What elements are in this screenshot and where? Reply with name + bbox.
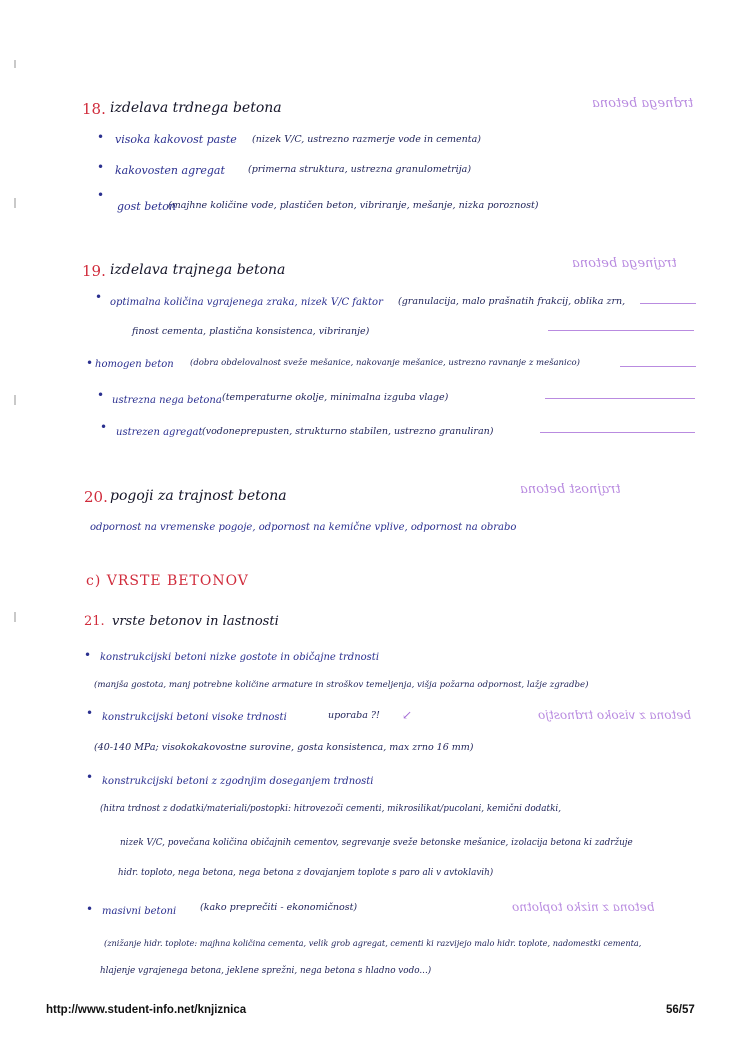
s19-item-4-label: ustrezen agregat [116, 427, 203, 438]
s19-item-1-detail-cont: finost cementa, plastična konsistenca, vibriranje) [132, 326, 370, 337]
section-20-mirror-note: trajnost betona [520, 482, 621, 497]
s21-item-1-detail: (manjša gostota, manj potrebne količine armature in stroškov temeljenja, višja požarna odpornost, lažje zgradbe) [94, 680, 589, 690]
section-18-title: izdelava trdnega betona [110, 100, 282, 116]
s21-item-4-detail-3: hlajenje vgrajenega betona, jeklene sprežni, nega betona s hladno vodo...) [100, 966, 432, 976]
s21-item-1-label: konstrukcijski betoni nizke gostote in običajne trdnosti [100, 652, 380, 663]
arrow-icon: ↙ [402, 708, 413, 722]
section-19-number: 19. [82, 262, 106, 280]
section-18-mirror-note: trdnega betona [592, 96, 694, 111]
section-20-title: pogoji za trajnost betona [110, 488, 287, 504]
s19-item-1-detail: (granulacija, malo prašnatih frakcij, oblika zrn, [398, 296, 626, 307]
s18-item-2-detail: (primerna struktura, ustrezna granulometrija) [248, 164, 472, 175]
footer-page-number: 56/57 [666, 1004, 695, 1016]
section-19-mirror-note: trajnega betona [572, 256, 677, 271]
s18-item-2-label: kakovosten agregat [115, 164, 225, 177]
bullet-icon: • [97, 388, 105, 402]
bullet-icon: • [86, 356, 94, 370]
bullet-icon: • [97, 160, 105, 174]
s21-item-4-label: masivni betoni [102, 906, 177, 917]
bullet-icon: • [97, 130, 105, 144]
s19-item-2-detail: (dobra obdelovalnost sveže mešanice, nakovanje mešanice, ustrezno ravnanje z mešanico) [190, 358, 580, 368]
s20-text: odpornost na vremenske pogoje, odpornost na kemične vplive, odpornost na obrabo [90, 522, 517, 533]
section-20-number: 20. [84, 488, 108, 506]
footer-url[interactable]: http://www.student-info.net/knjiznica [46, 1004, 247, 1016]
s21-item-2-detail: (40-140 MPa; visokokakovostne surovine, gosta konsistenca, max zrno 16 mm) [94, 742, 474, 753]
s19-item-3-detail: (temperaturne okolje, minimalna izguba vlage) [222, 392, 449, 403]
s21-item-4-detail: (kako preprečiti - ekonomičnost) [200, 902, 358, 913]
section-21-mirror-note-2: betona z nizko toplotno [512, 900, 655, 914]
s18-item-3-detail: (majhne količine vode, plastičen beton, vibriranje, mešanje, nizka poroznost) [168, 200, 539, 211]
binding-mark [14, 198, 16, 208]
s19-item-3-label: ustrezna nega betona [112, 395, 222, 406]
bullet-icon: • [97, 188, 105, 202]
bullet-icon: • [86, 706, 94, 720]
s21-item-2-note: uporaba ?! [328, 710, 380, 721]
underline-rule [640, 303, 696, 304]
s18-item-1-label: visoka kakovost paste [115, 133, 237, 146]
underline-rule [545, 398, 695, 399]
s19-item-1-label: optimalna količina vgrajenega zraka, nizek V/C faktor [110, 297, 383, 308]
binding-mark [14, 60, 16, 68]
s21-item-3-detail-2: nizek V/C, povečana količina običajnih cementov, segrevanje sveže betonske mešanice, izolacija betona ki zadržuje [120, 838, 633, 848]
bullet-icon: • [86, 902, 94, 916]
underline-rule [620, 366, 696, 367]
s18-item-3-label: gost beton [117, 200, 176, 213]
s21-item-4-detail-2: (znižanje hidr. toplote: majhna količina cementa, velik grob agregat, cementi ki razvijejo malo hidr. toplote, nadomestki cementa, [104, 938, 642, 948]
binding-mark [14, 395, 16, 405]
s21-item-3-detail-3: hidr. toploto, nega betona, nega betona z dovajanjem toplote s paro ali v avtoklavih) [118, 868, 494, 878]
s19-item-2-label: homogen beton [95, 359, 174, 370]
section-21-mirror-note-1: betona z visoko trdnostjo [538, 708, 692, 722]
section-21-number: 21. [84, 614, 105, 629]
section-c-heading: c) VRSTE BETONOV [86, 573, 249, 589]
section-18-number: 18. [82, 100, 106, 118]
s21-item-2-label: konstrukcijski betoni visoke trdnosti [102, 712, 287, 723]
bullet-icon: • [86, 770, 94, 784]
binding-mark [14, 612, 16, 622]
section-21-title: vrste betonov in lastnosti [112, 614, 279, 629]
bullet-icon: • [95, 290, 103, 304]
s21-item-3-label: konstrukcijski betoni z zgodnjim doseganjem trdnosti [102, 776, 374, 787]
underline-rule [540, 432, 695, 433]
section-19-title: izdelava trajnega betona [110, 262, 286, 278]
s21-item-3-detail: (hitra trdnost z dodatki/materiali/postopki: hitrovezoči cementi, mikrosilikat/pucolani, kemični dodatki, [100, 804, 562, 814]
underline-rule [548, 330, 694, 331]
s19-item-4-detail: (vodoneprepusten, strukturno stabilen, ustrezno granuliran) [202, 426, 494, 437]
bullet-icon: • [84, 648, 92, 662]
s18-item-1-detail: (nizek V/C, ustrezno razmerje vode in cementa) [252, 134, 481, 145]
bullet-icon: • [100, 420, 108, 434]
